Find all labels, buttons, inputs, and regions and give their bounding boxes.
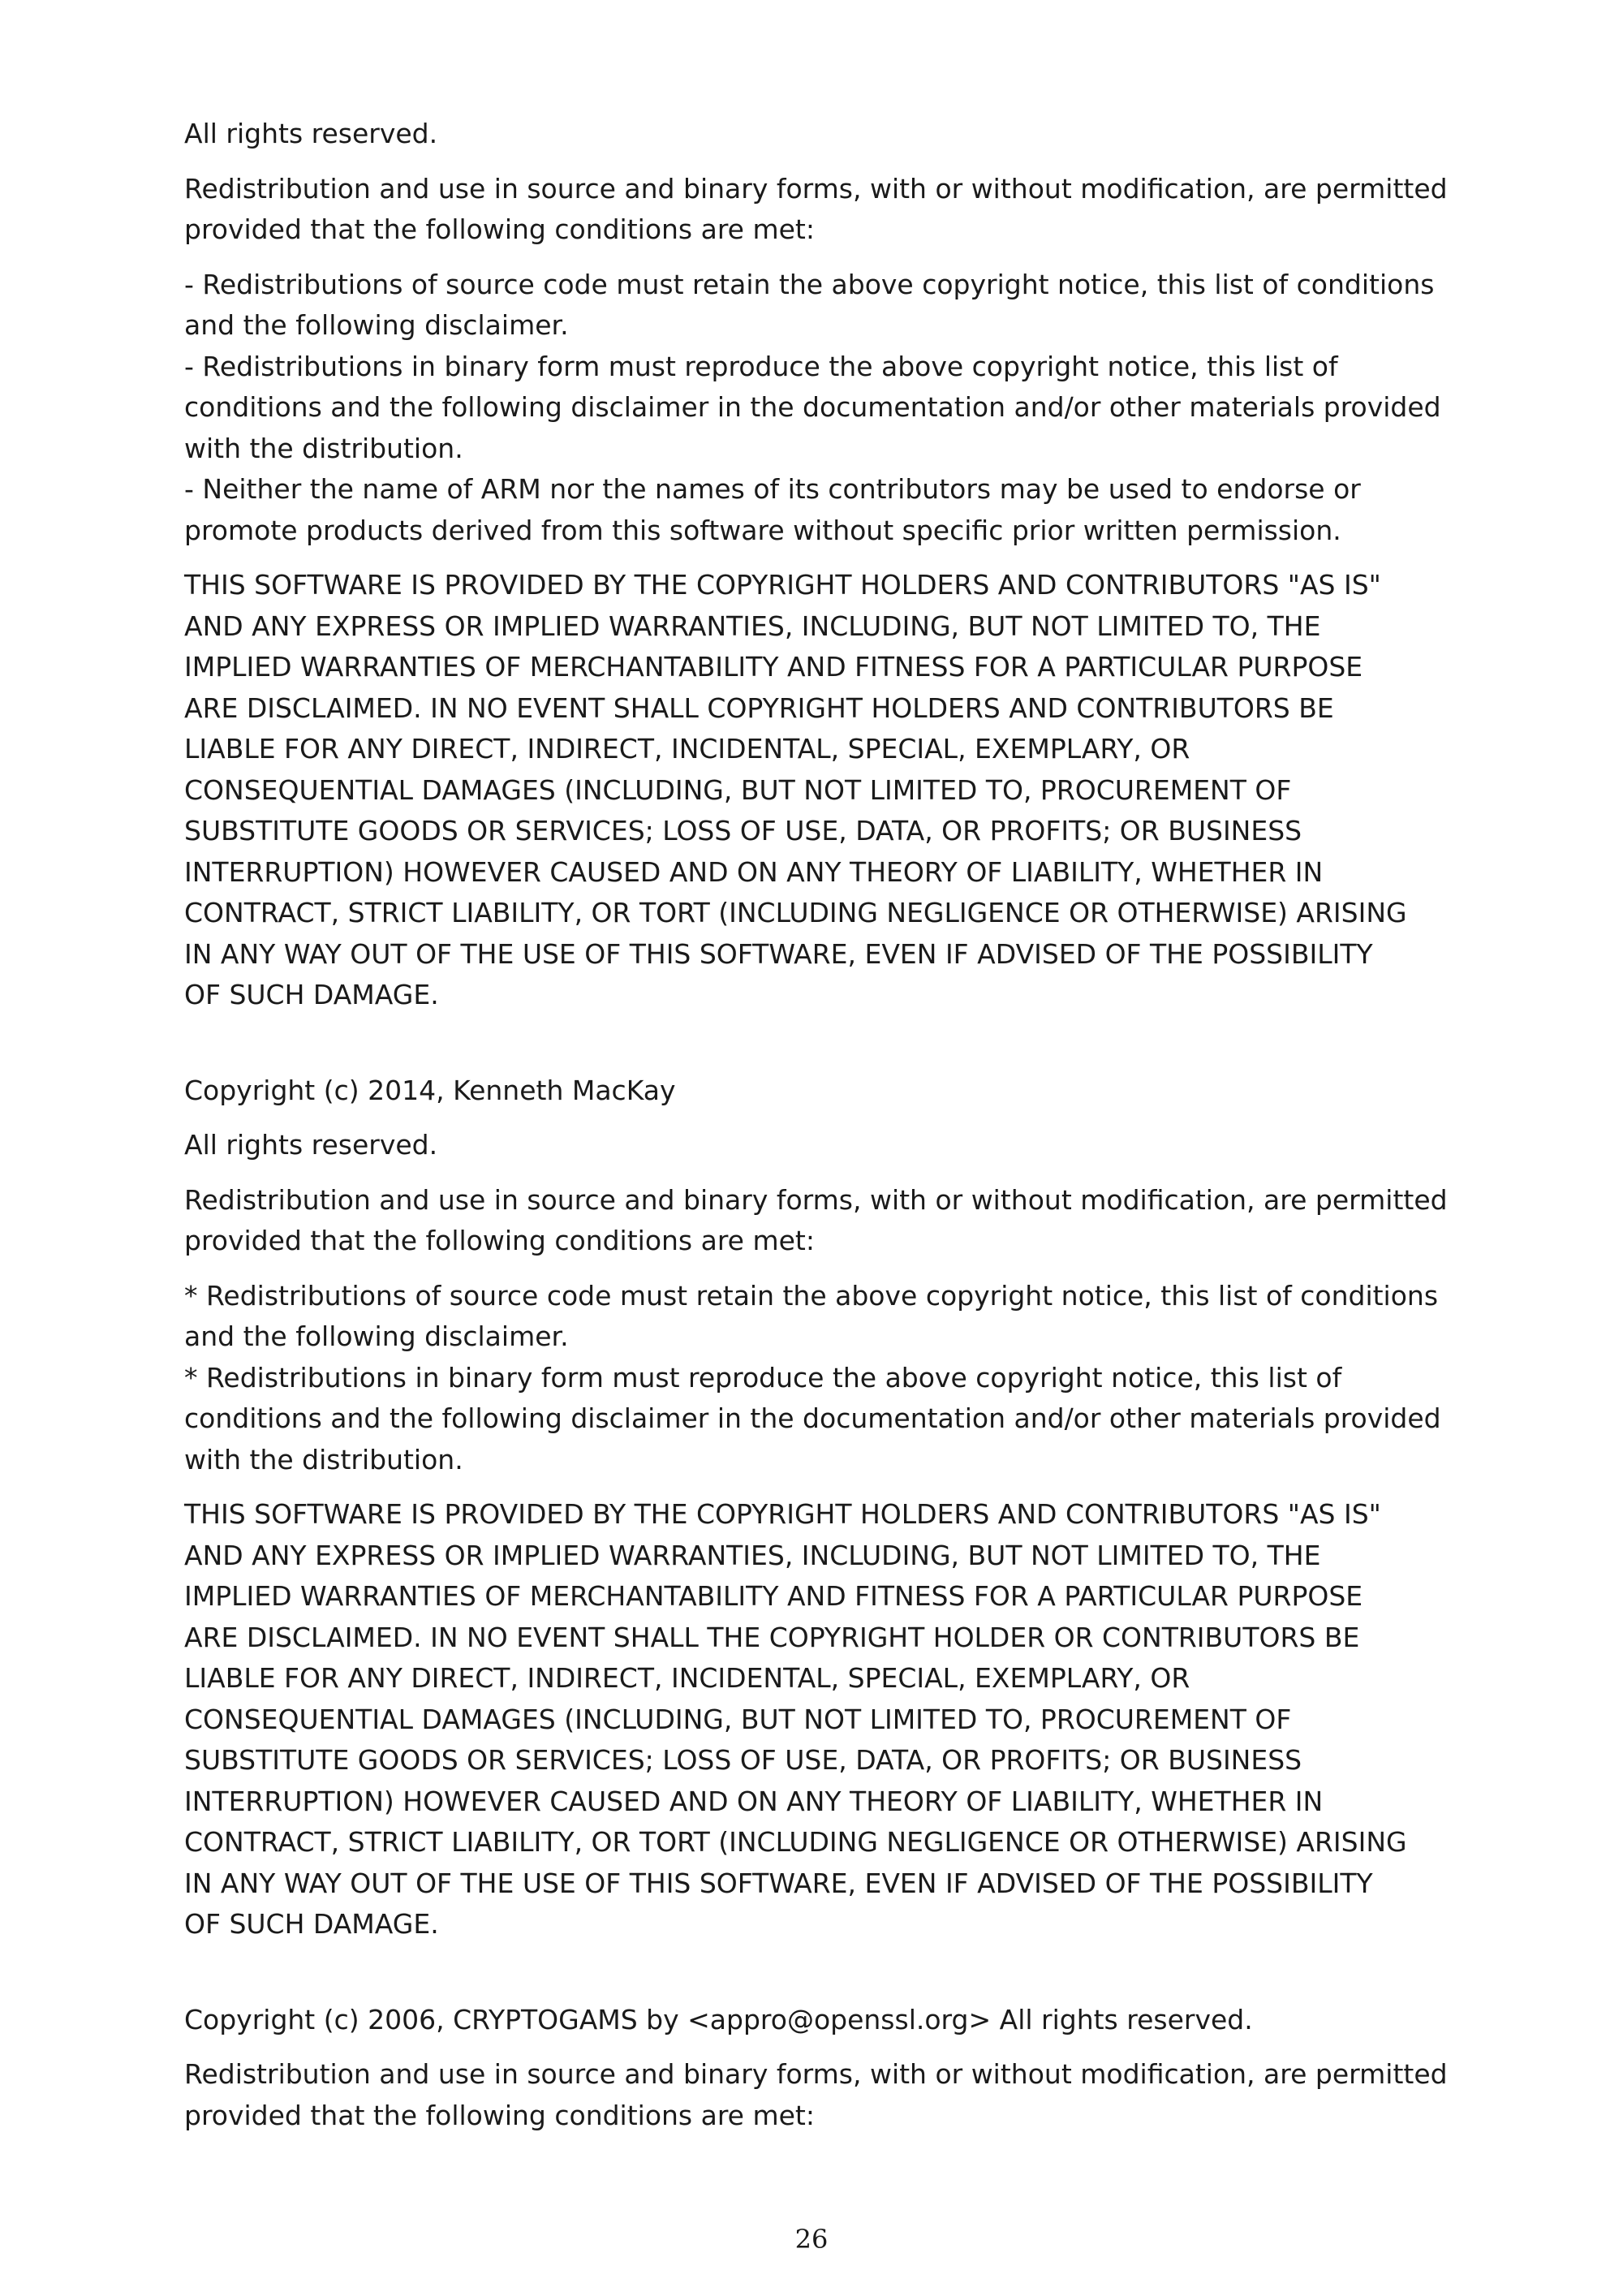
paragraph (184, 1070, 1483, 1112)
paragraph (184, 169, 1483, 251)
text-line: provided that the following conditions are met: (184, 2099, 815, 2131)
text-line: Copyright (c) 2014, Kenneth MacKay (184, 1074, 676, 1106)
text-line: IMPLIED WARRANTIES OF MERCHANTABILITY AND FITNESS FOR A PARTICULAR PURPOSE (184, 651, 1363, 683)
text-line: THIS SOFTWARE IS PROVIDED BY THE COPYRIGHT HOLDERS AND CONTRIBUTORS "AS IS" (184, 569, 1381, 601)
text-line: ARE DISCLAIMED. IN NO EVENT SHALL THE COPYRIGHT HOLDER OR CONTRIBUTORS BE (184, 1621, 1360, 1653)
paragraph (184, 1494, 1483, 1945)
text-line: provided that the following conditions are met: (184, 213, 815, 245)
paragraph (184, 1276, 1483, 1481)
text-line: - Neither the name of ARM nor the names of its contributors may be used to endorse or (184, 473, 1361, 505)
paragraph (184, 1180, 1483, 1262)
text-line: OF SUCH DAMAGE. (184, 979, 439, 1010)
document-body (184, 114, 1483, 2150)
page-number: 26 (794, 2224, 829, 2255)
text-line: CONSEQUENTIAL DAMAGES (INCLUDING, BUT NOT LIMITED TO, PROCUREMENT OF (184, 1703, 1292, 1735)
text-line: provided that the following conditions are met: (184, 1225, 815, 1256)
text-line: CONTRACT, STRICT LIABILITY, OR TORT (INCLUDING NEGLIGENCE OR OTHERWISE) ARISING (184, 1826, 1407, 1858)
text-line: AND ANY EXPRESS OR IMPLIED WARRANTIES, INCLUDING, BUT NOT LIMITED TO, THE (184, 610, 1321, 642)
paragraph (184, 114, 1483, 155)
text-line: with the distribution. (184, 432, 463, 464)
text-line: All rights reserved. (184, 118, 438, 149)
text-line: promote products derived from this software without specific prior written permission. (184, 514, 1341, 546)
text-line: SUBSTITUTE GOODS OR SERVICES; LOSS OF USE, DATA, OR PROFITS; OR BUSINESS (184, 1744, 1302, 1776)
text-line: CONSEQUENTIAL DAMAGES (INCLUDING, BUT NOT LIMITED TO, PROCUREMENT OF (184, 773, 1292, 806)
text-line: conditions and the following disclaimer in the documentation and/or other materials provided (184, 391, 1441, 423)
text-line: LIABLE FOR ANY DIRECT, INDIRECT, INCIDENTAL, SPECIAL, EXEMPLARY, OR (184, 733, 1190, 765)
text-line: SUBSTITUTE GOODS OR SERVICES; LOSS OF USE, DATA, OR PROFITS; OR BUSINESS (184, 815, 1302, 846)
text-line: - Redistributions in binary form must reproduce the above copyright notice, this list of (184, 350, 1338, 382)
text-line: with the distribution. (184, 1443, 463, 1475)
text-line: ARE DISCLAIMED. IN NO EVENT SHALL COPYRIGHT HOLDERS AND CONTRIBUTORS BE (184, 691, 1334, 724)
text-line: - Redistributions of source code must retain the above copyright notice, this list of conditions (184, 268, 1435, 300)
paragraph (184, 2054, 1483, 2136)
text-line: * Redistributions of source code must retain the above copyright notice, this list of conditions (184, 1279, 1439, 1312)
section-divider (184, 1030, 1483, 1070)
text-line: AND ANY EXPRESS OR IMPLIED WARRANTIES, INCLUDING, BUT NOT LIMITED TO, THE (184, 1539, 1321, 1571)
text-line: Redistribution and use in source and binary forms, with or without modification, are permitted (184, 172, 1448, 205)
text-line: conditions and the following disclaimer in the documentation and/or other materials provided (184, 1402, 1441, 1434)
text-line: IN ANY WAY OUT OF THE USE OF THIS SOFTWARE, EVEN IF ADVISED OF THE POSSIBILITY (184, 937, 1373, 970)
text-line: IN ANY WAY OUT OF THE USE OF THIS SOFTWARE, EVEN IF ADVISED OF THE POSSIBILITY (184, 1867, 1373, 1899)
text-line: INTERRUPTION) HOWEVER CAUSED AND ON ANY THEORY OF LIABILITY, WHETHER IN (184, 1785, 1324, 1817)
text-line: THIS SOFTWARE IS PROVIDED BY THE COPYRIGHT HOLDERS AND CONTRIBUTORS "AS IS" (184, 1498, 1381, 1530)
text-line: Redistribution and use in source and binary forms, with or without modification, are permitted (184, 1183, 1448, 1216)
text-line: Copyright (c) 2006, CRYPTOGAMS by <appro@openssl.org> All rights reserved. (184, 2003, 1253, 2035)
section-divider (184, 1959, 1483, 2000)
text-line: * Redistributions in binary form must reproduce the above copyright notice, this list of (184, 1361, 1342, 1394)
paragraph (184, 265, 1483, 552)
paragraph (184, 1125, 1483, 1166)
text-line: and the following disclaimer. (184, 1320, 569, 1352)
text-line: All rights reserved. (184, 1129, 438, 1161)
text-line: LIABLE FOR ANY DIRECT, INDIRECT, INCIDENTAL, SPECIAL, EXEMPLARY, OR (184, 1662, 1190, 1694)
text-line: Redistribution and use in source and binary forms, with or without modification, are permitted (184, 2058, 1448, 2090)
text-line: and the following disclaimer. (184, 309, 569, 341)
paragraph (184, 565, 1483, 1016)
text-line: CONTRACT, STRICT LIABILITY, OR TORT (INCLUDING NEGLIGENCE OR OTHERWISE) ARISING (184, 897, 1407, 928)
text-line: IMPLIED WARRANTIES OF MERCHANTABILITY AND FITNESS FOR A PARTICULAR PURPOSE (184, 1580, 1363, 1612)
paragraph (184, 2000, 1483, 2041)
text-line: INTERRUPTION) HOWEVER CAUSED AND ON ANY THEORY OF LIABILITY, WHETHER IN (184, 855, 1324, 888)
text-line: OF SUCH DAMAGE. (184, 1908, 439, 1940)
